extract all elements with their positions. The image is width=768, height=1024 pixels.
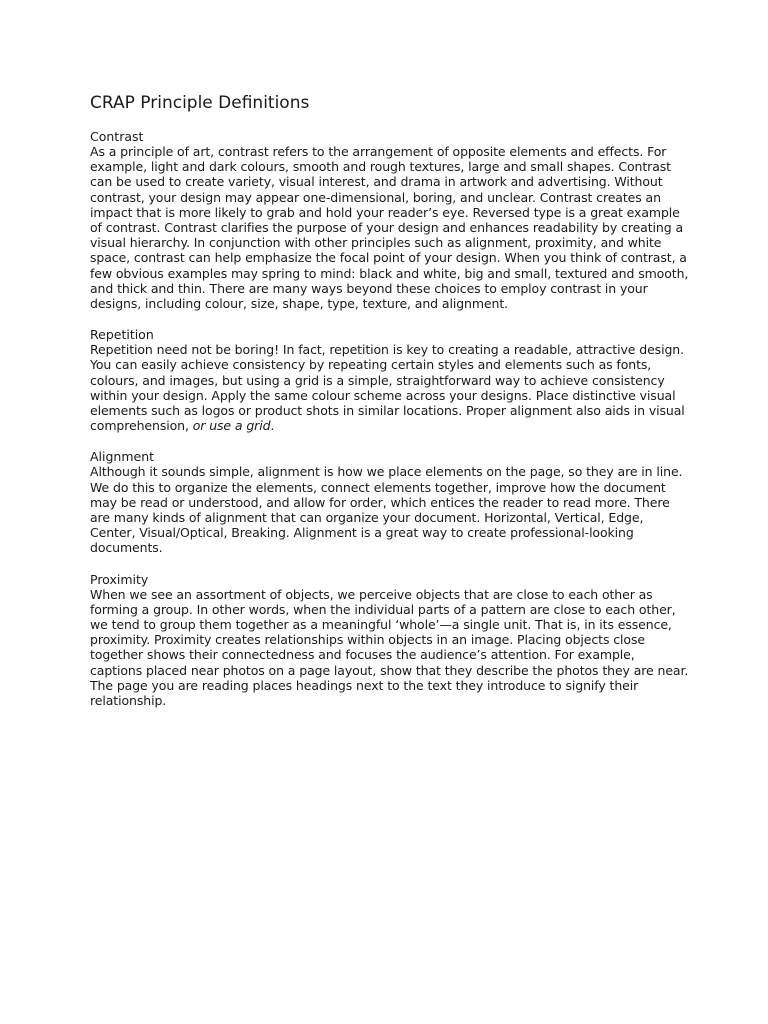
- document-page: [90, 92, 690, 724]
- section-body-repetition-end: .: [270, 418, 275, 434]
- section-body-contrast: As a principle of art, contrast refers to the arrangement of opposite elements and effects. For example, light and dark colours, smooth and rough textures, large and small shapes. Contrast can be used to create variety, visual interest, and drama in artwork and advertising. Without contrast, your design may appear one-dimensional, boring, and unclear. Contrast creates an impact that is more likely to grab and hold your reader’s eye. Reversed type is a great example of contrast. Contrast clarifies the purpose of your design and enhances readability by creating a visual hierarchy. In conjunction with other principles such as alignment, proximity, and white space, contrast can help emphasize the focal point of your design. When you think of contrast, a few obvious examples may spring to mind: black and white, big and small, textured and smooth, and thick and thin. There are many ways beyond these choices to employ contrast in your designs, including colour, size, shape, type, texture, and alignment.: [90, 144, 689, 312]
- section-repetition: [90, 327, 690, 433]
- section-alignment: [90, 449, 690, 555]
- section-body-proximity: When we see an assortment of objects, we perceive objects that are close to each other as forming a group. In other words, when the individual parts of a pattern are close to each other, we tend to group them together as a meaningful ‘whole’—a single unit. That is, in its essence, proximity. Proximity creates relationships within objects in an image. Placing objects close together shows their connectedness and focuses the audience’s attention. For example, captions placed near photos on a page layout, show that they describe the photos they are near. The page you are reading places headings next to the text they introduce to signify their relationship.: [90, 586, 689, 709]
- section-body-repetition-text: Repetition need not be boring! In fact, repetition is key to creating a readable, attractive design. You can easily achieve consistency by repeating certain styles and elements such as fonts, colours, and images, but using a grid is a simple, straightforward way to achieve consistency within your design. Apply the same colour scheme across your designs. Place distinctive visual elements such as logos or product shots in similar locations. Proper alignment also aids in visual comprehension,: [90, 342, 685, 434]
- section-body-repetition-italic: or use a grid: [192, 418, 271, 434]
- section-heading-proximity: Proximity: [90, 571, 149, 587]
- section-heading-repetition: Repetition: [90, 327, 154, 343]
- section-proximity: [90, 572, 690, 709]
- section-heading-alignment: Alignment: [90, 449, 155, 465]
- section-heading-contrast: Contrast: [90, 129, 144, 144]
- section-contrast: [90, 129, 690, 311]
- section-body-repetition: [90, 342, 690, 433]
- page-title: CRAP Principle Definitions: [90, 93, 310, 113]
- section-body-alignment: Although it sounds simple, alignment is how we place elements on the page, so they are in line. We do this to organize the elements, connect elements together, improve how the document may be read or understood, and allow for order, which entices the reader to read more. There are many kinds of alignment that can organize your document. Horizontal, Vertical, Edge, Center, Visual/Optical, Breaking. Alignment is a great way to create professional-looking documents.: [90, 464, 683, 556]
